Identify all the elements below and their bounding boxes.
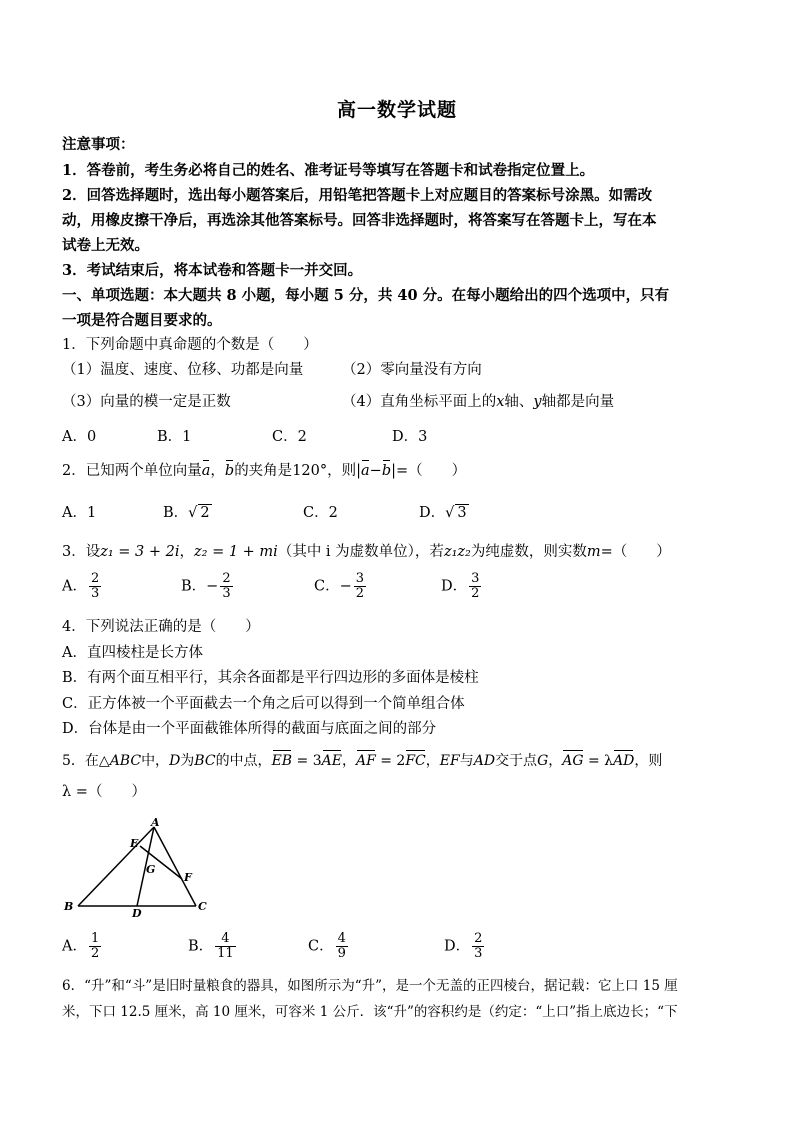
label-c: C bbox=[198, 900, 207, 913]
q1-option-d: D．3 bbox=[392, 429, 428, 445]
q1-option-b: B．1 bbox=[157, 429, 192, 445]
label-e: E bbox=[130, 837, 139, 850]
q1-statement-1: （1）温度、速度、位移、功都是向量 bbox=[62, 362, 304, 378]
q2-stem: 2．已知两个单位向量a，b的夹角是120°，则|a−b|=（ ） bbox=[62, 463, 467, 479]
q1-option-a: A．0 bbox=[62, 429, 97, 445]
q6-stem-cont: 米，下口 12.5 厘米，高 10 厘米，可容米 1 公斤．该“升”的容积约是（约定：“上口”指上底边长；“下 bbox=[62, 1004, 678, 1020]
page-title: 高一数学试题 bbox=[336, 99, 457, 121]
q1-stem: 1．下列命题中真命题的个数是（ ） bbox=[62, 337, 318, 353]
q5-stem: 5．在△ABC中，D为BC的中点，EB = 3AE，AF = 2FC，EF与AD交于点G，AG = λAD，则 bbox=[62, 753, 663, 769]
q1-statement-3: （3）向量的模一定是正数 bbox=[62, 394, 231, 410]
q2-option-a: A．1 bbox=[62, 505, 97, 521]
q1-option-c: C．2 bbox=[272, 429, 307, 445]
q6-stem: 6．“升”和“斗”是旧时量粮食的器具，如图所示为“升”，是一个无盖的正四棱台，据记载：它上口 15 厘 bbox=[62, 978, 678, 994]
q3-stem: 3．设z₁ = 3 + 2i，z₂ = 1 + mi（其中 i 为虚数单位），若z₁z₂为纯虚数，则实数m=（ ） bbox=[62, 544, 671, 560]
notice-item-2-end: 试卷上无效。 bbox=[62, 237, 149, 254]
q4-option-d: D．台体是由一个平面截锥体所得的截面与底面之间的部分 bbox=[62, 721, 437, 737]
q5-option-b: B． $\frac{4}{11}$ bbox=[188, 931, 234, 961]
q4-option-c: C．正方体被一个平面截去一个角之后可以得到一个简单组合体 bbox=[62, 696, 465, 712]
q5-option-a: A． $\frac{1}{2}$ bbox=[62, 931, 100, 961]
side-ac bbox=[154, 827, 196, 906]
q4-option-b: B．有两个面互相平行，其余各面都是平行四边形的多面体是棱柱 bbox=[62, 670, 479, 686]
section-heading-cont: 一项是符合题目要求的。 bbox=[62, 312, 222, 329]
notice-item-2: 2．回答选择题时，选出每小题答案后，用铅笔把答题卡上对应题目的答案标号涂黑。如需改 bbox=[62, 187, 653, 204]
q3-option-b: B．− $\frac{2}{3}$ bbox=[181, 571, 231, 601]
q4-option-a: A．直四棱柱是长方体 bbox=[62, 645, 203, 661]
q1-statement-4: （4）直角坐标平面上的x轴、y轴都是向量 bbox=[342, 394, 615, 410]
q3-option-a: A． $\frac{2}{3}$ bbox=[62, 571, 100, 601]
notice-heading: 注意事项： bbox=[62, 136, 135, 153]
q2-option-d: D．√ 3 bbox=[419, 505, 467, 521]
section-heading: 一、单项选题：本大题共 8 小题，每小题 5 分，共 40 分。在每小题给出的四个选项中，只有 bbox=[62, 287, 670, 304]
label-d: D bbox=[132, 907, 142, 918]
q5-option-c: C． $\frac{4}{9}$ bbox=[308, 931, 346, 961]
q5-stem-cont: λ =（ ） bbox=[62, 784, 146, 800]
q2-option-c: C．2 bbox=[303, 505, 338, 521]
q3-option-d: D． $\frac{3}{2}$ bbox=[441, 571, 480, 601]
q1-statement-2: （2）零向量没有方向 bbox=[342, 362, 482, 378]
q5-option-d: D． $\frac{2}{3}$ bbox=[444, 931, 483, 961]
q2-option-b: B．√ 2 bbox=[163, 505, 210, 521]
label-b: B bbox=[64, 900, 74, 913]
notice-item-3: 3．考试结束后，将本试卷和答题卡一并交回。 bbox=[62, 262, 363, 279]
notice-item-2-cont: 动，用橡皮擦干净后，再选涂其他答案标号。回答非选择题时，将答案写在答题卡上，写在本 bbox=[62, 212, 657, 229]
notice-item-1: 1．答卷前，考生务必将自己的姓名、准考证号等填写在答题卡和试卷指定位置上。 bbox=[62, 162, 595, 179]
q3-option-c: C．− $\frac{3}{2}$ bbox=[314, 571, 365, 601]
label-g: G bbox=[146, 863, 156, 876]
triangle-figure bbox=[60, 818, 220, 918]
label-a: A bbox=[151, 818, 160, 829]
side-ab bbox=[78, 827, 154, 906]
q4-stem: 4．下列说法正确的是（ ） bbox=[62, 619, 260, 635]
label-f: F bbox=[184, 871, 192, 884]
